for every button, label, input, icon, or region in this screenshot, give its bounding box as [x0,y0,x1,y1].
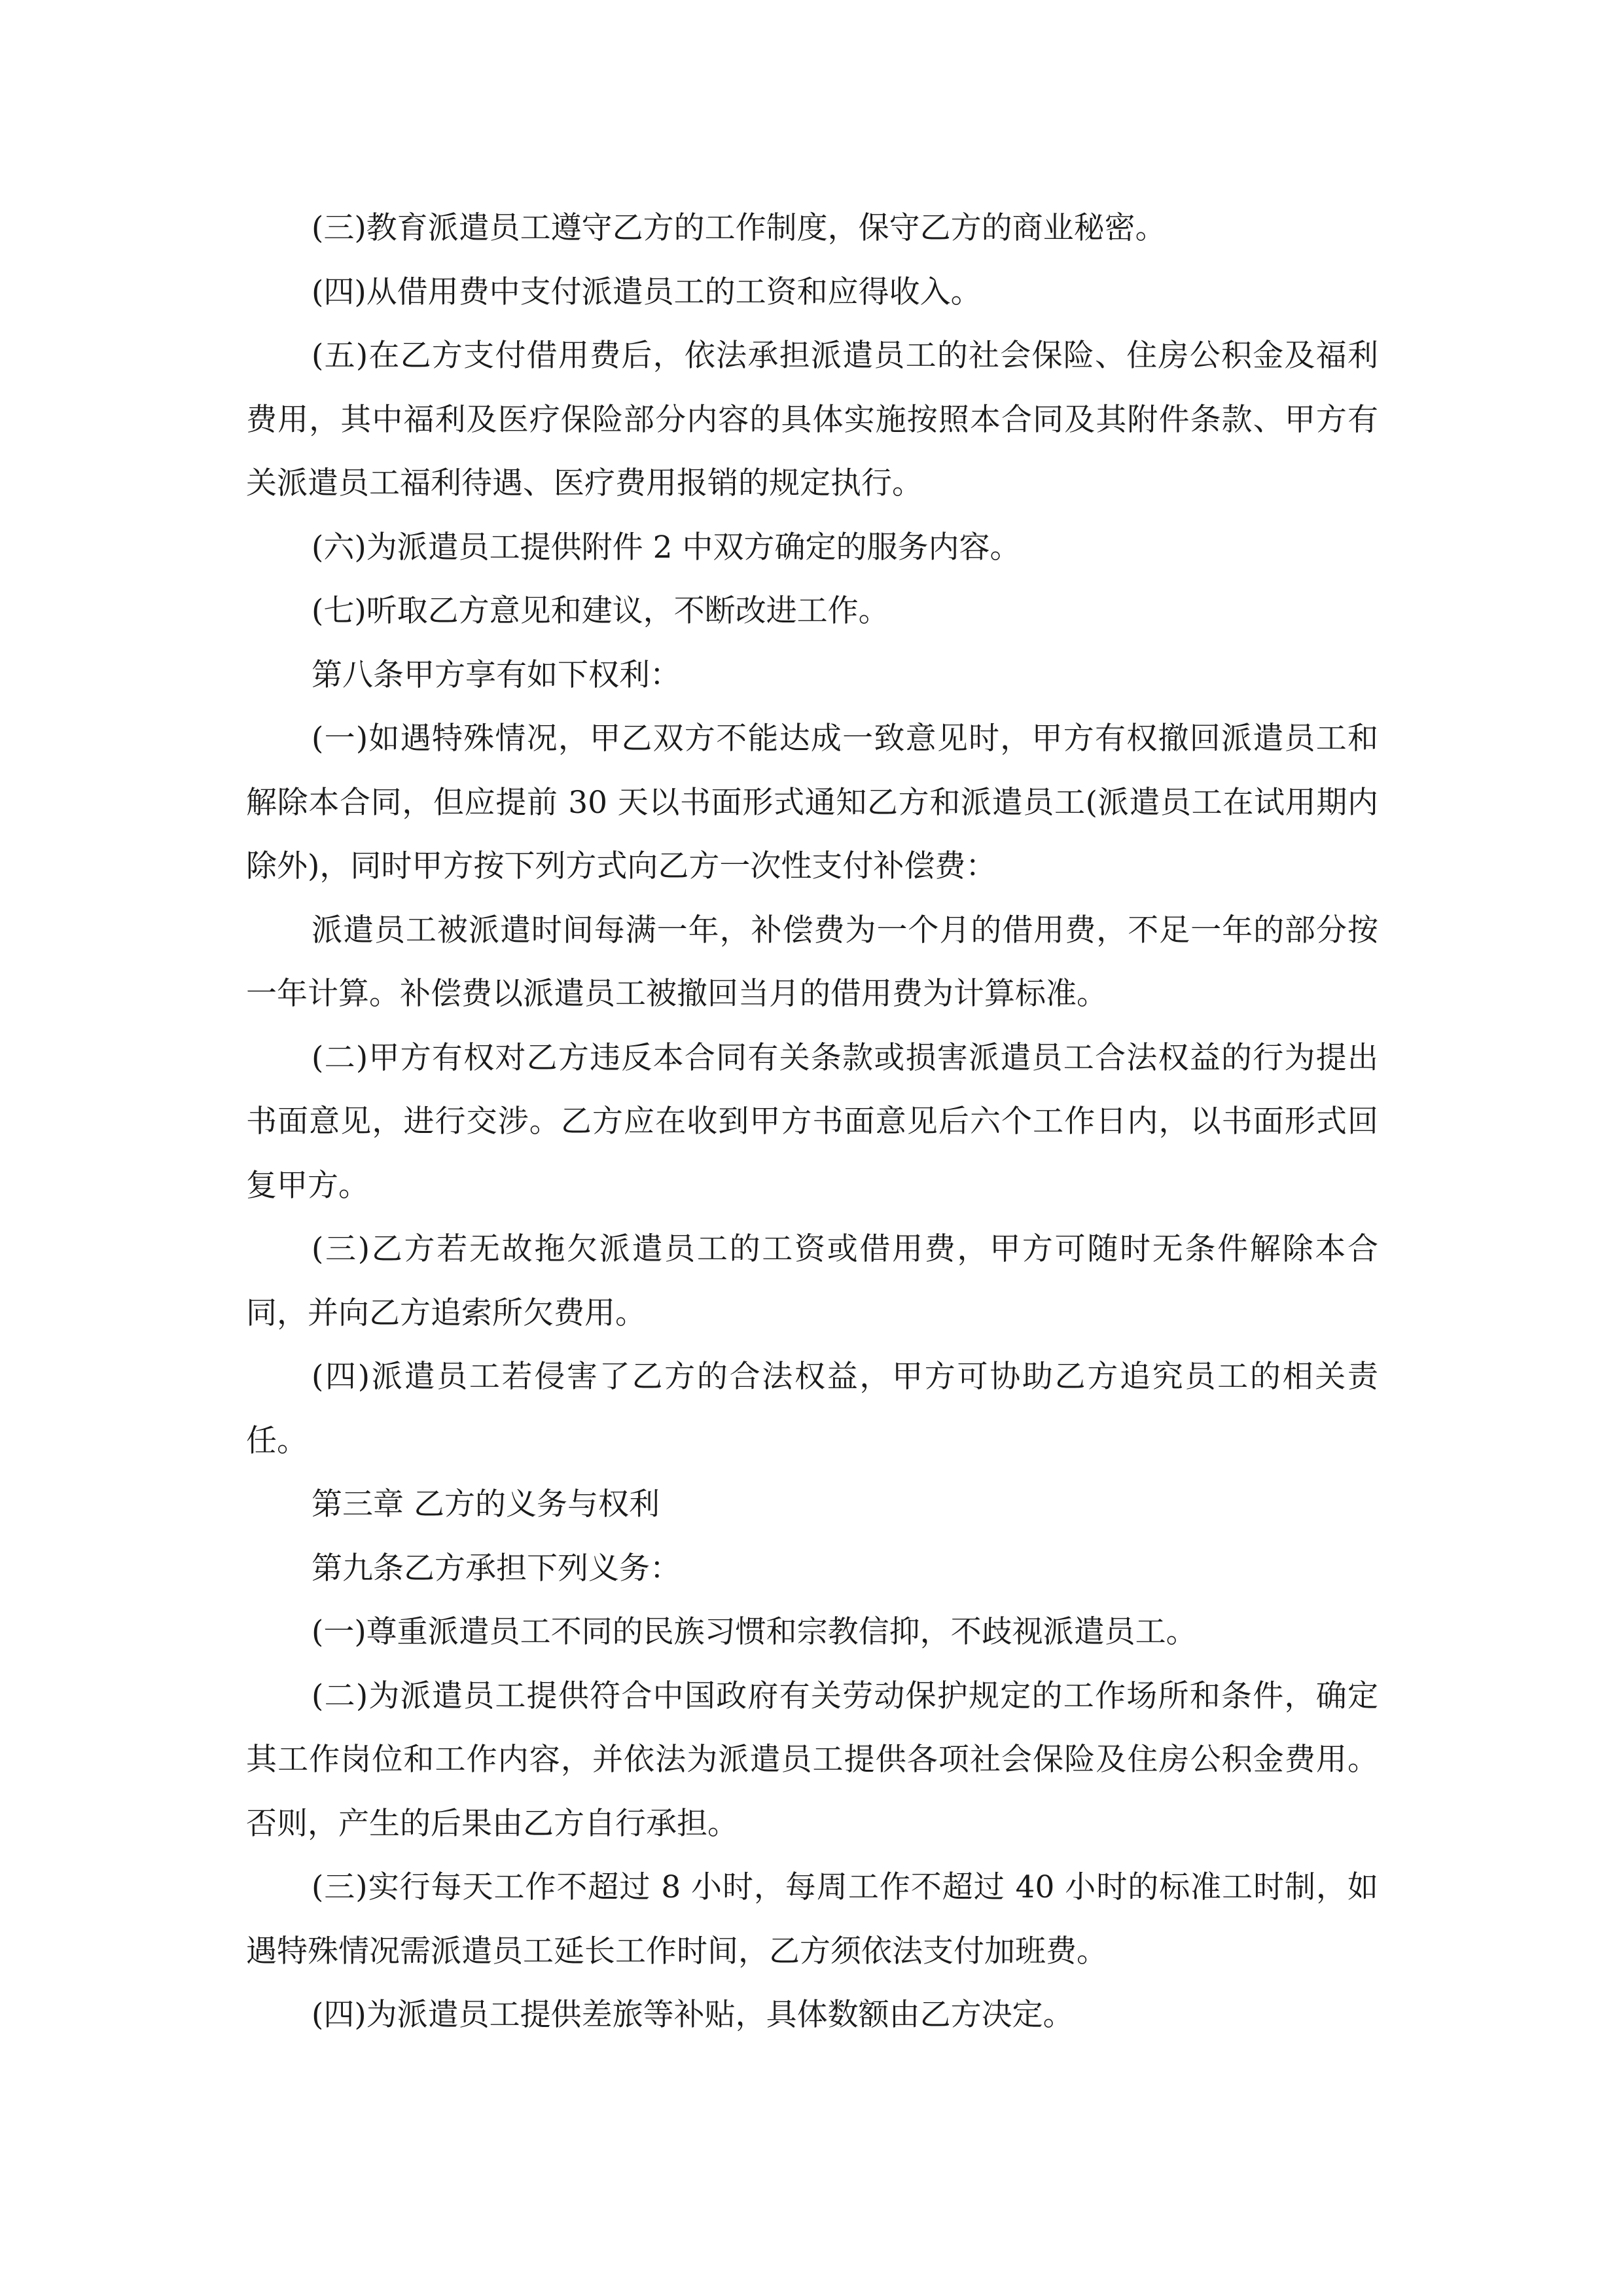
paragraph: (四)从借用费中支付派遣员工的工资和应得收入。 [312,274,982,310]
paragraph: (二)为派遣员工提供符合中国政府有关劳动保护规定的工作场所和条件，确定其工作岗位和工作内容，并依法为派遣员工提供各项社会保险及住房公积金费用。否则，产生的后果由乙方自行承担。 [246,1677,1378,1842]
paragraph: (四)为派遣员工提供差旅等补贴，具体数额由乙方决定。 [312,1997,1074,2033]
paragraph: (三)乙方若无故拖欠派遣员工的工资或借用费，甲方可随时无条件解除本合同，并向乙方追索所欠费用。 [246,1231,1378,1331]
article-heading: 第八条甲方享有如下权利： [312,656,681,693]
paragraph: (三)实行每天工作不超过 8 小时，每周工作不超过 40 小时的标准工时制，如遇特殊情况需派遣员工延长工作时间，乙方须依法支付加班费。 [246,1869,1378,1969]
chapter-heading: 第三章 乙方的义务与权利 [312,1486,660,1522]
paragraph: (七)听取乙方意见和建议，不断改进工作。 [312,593,889,629]
document-body [246,196,1378,2047]
paragraph: (一)如遇特殊情况，甲乙双方不能达成一致意见时，甲方有权撤回派遣员工和解除本合同，但应提前 30 天以书面形式通知乙方和派遣员工(派遣员工在试用期内除外)，同时甲方按下列方式向乙方一次性支付补偿费： [246,721,1378,884]
paragraph: (三)教育派遣员工遵守乙方的工作制度，保守乙方的商业秘密。 [312,210,1166,246]
paragraph: (四)派遣员工若侵害了乙方的合法权益，甲方可协助乙方追究员工的相关责任。 [246,1359,1378,1459]
paragraph: (二)甲方有权对乙方违反本合同有关条款或损害派遣员工合法权益的行为提出书面意见，进行交涉。乙方应在收到甲方书面意见后六个工作日内，以书面形式回复甲方。 [246,1039,1378,1204]
paragraph: (一)尊重派遣员工不同的民族习惯和宗教信抑，不歧视派遣员工。 [312,1614,1197,1650]
paragraph: (五)在乙方支付借用费后，依法承担派遣员工的社会保险、住房公积金及福利费用，其中福利及医疗保险部分内容的具体实施按照本合同及其附件条款、甲方有关派遣员工福利待遇、医疗费用报销的规定执行。 [246,338,1378,501]
article-heading: 第九条乙方承担下列义务： [312,1550,681,1587]
paragraph: 派遣员工被派遣时间每满一年，补偿费为一个月的借用费，不足一年的部分按一年计算。补偿费以派遣员工被撤回当月的借用费为计算标准。 [246,912,1378,1012]
paragraph: (六)为派遣员工提供附件 2 中双方确定的服务内容。 [312,529,1021,565]
